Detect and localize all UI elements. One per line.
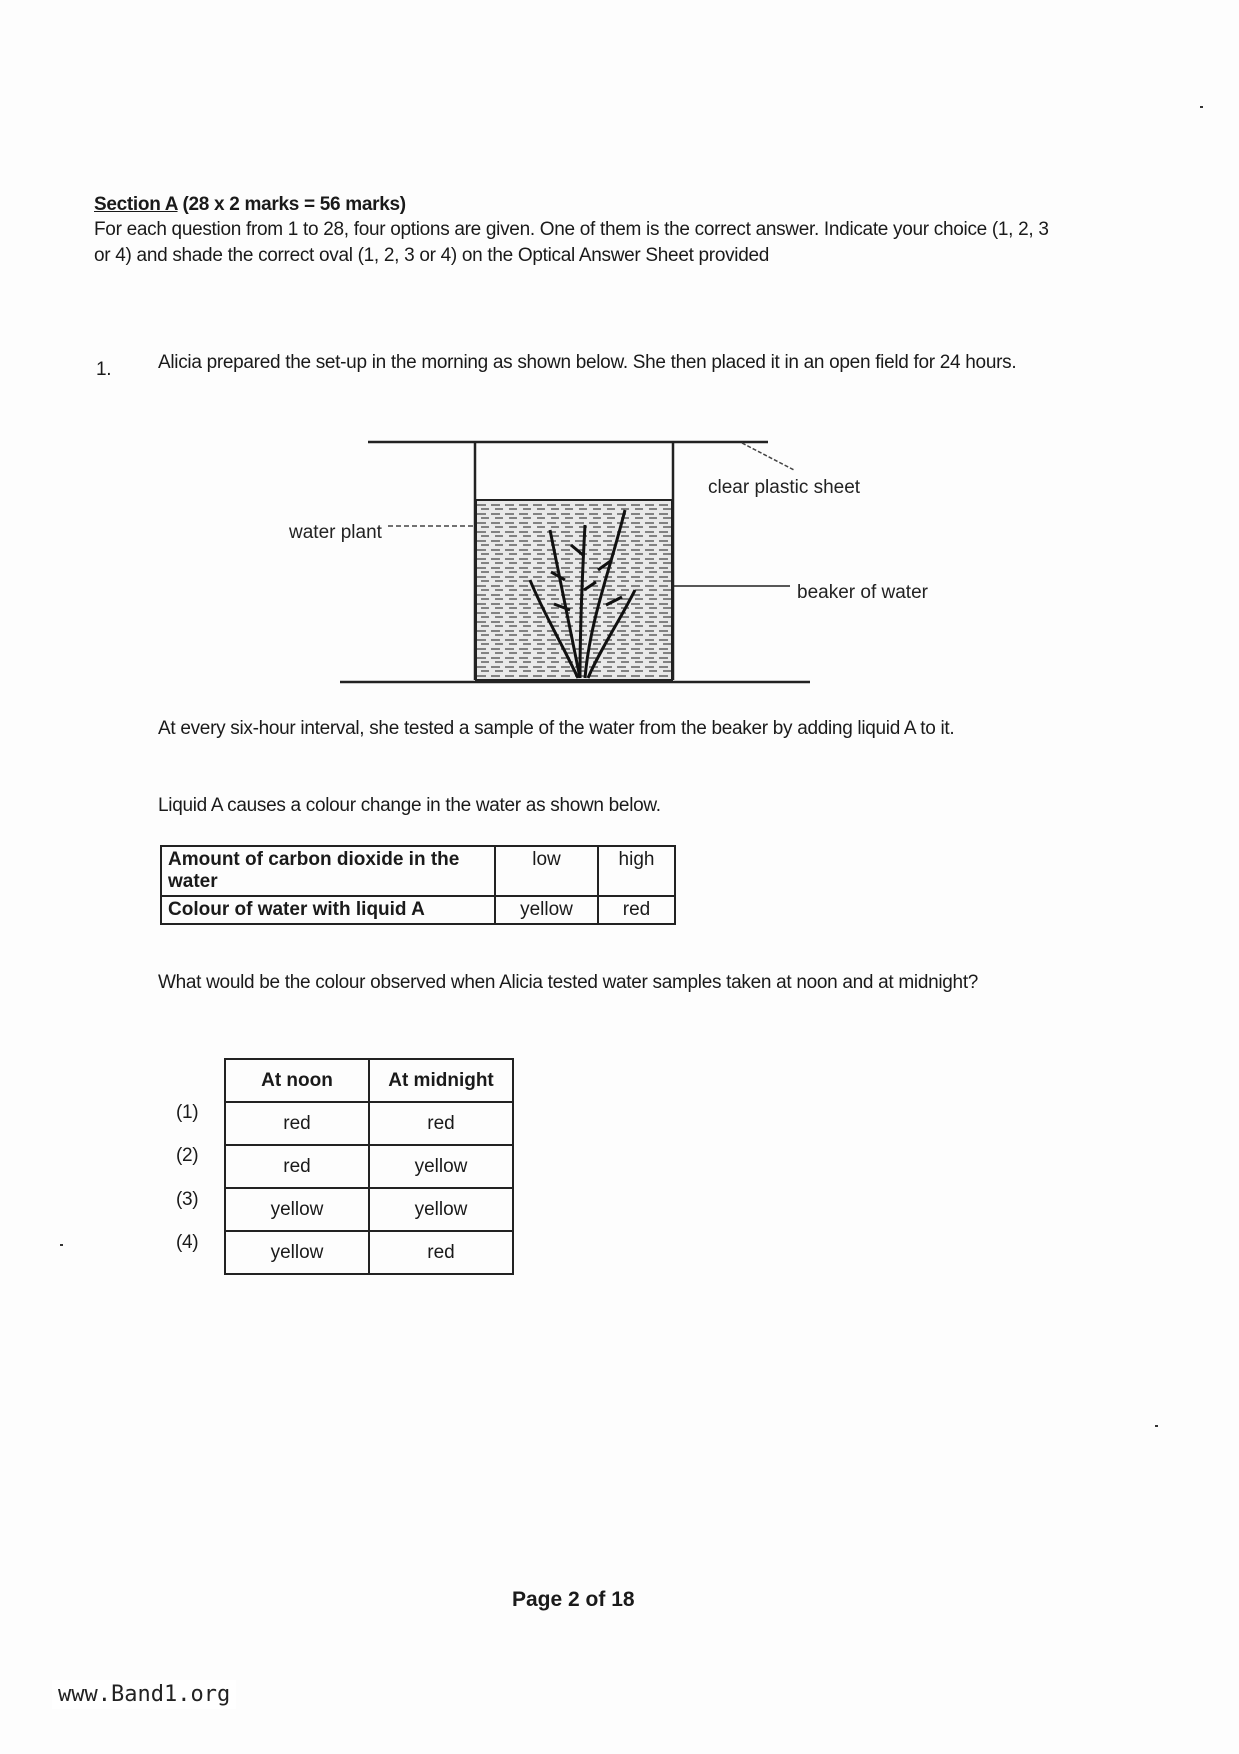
row-label: Amount of carbon dioxide in the water: [161, 846, 495, 896]
table-header-row: [225, 1059, 513, 1102]
table-row: [225, 1102, 513, 1145]
scan-speck: [1200, 106, 1203, 108]
cell-midnight: red: [369, 1231, 513, 1274]
section-title: Section A: [94, 194, 178, 215]
question-prompt: What would be the colour observed when Alicia tested water samples taken at noon and at midnight?: [158, 972, 979, 993]
option-number: (3): [176, 1189, 199, 1210]
cell-high: high: [598, 846, 675, 896]
cell-midnight: red: [369, 1102, 513, 1145]
section-marks: (28 x 2 marks = 56 marks): [177, 194, 406, 215]
cell-midnight: yellow: [369, 1188, 513, 1231]
options-table: [224, 1058, 514, 1275]
scan-speck: [1155, 1425, 1158, 1427]
option-number: (2): [176, 1145, 199, 1166]
table-row: [161, 896, 675, 924]
cell-high: red: [598, 896, 675, 924]
header-noon: At noon: [225, 1059, 369, 1102]
cell-noon: red: [225, 1102, 369, 1145]
label-water-plant: water plant: [289, 522, 382, 543]
question-intro: Alicia prepared the set-up in the morning as shown below. She then placed it in an open field for 24 hours.: [158, 352, 1017, 373]
cell-low: yellow: [495, 896, 598, 924]
label-beaker: beaker of water: [797, 582, 928, 603]
cell-low: low: [495, 846, 598, 896]
cell-noon: yellow: [225, 1188, 369, 1231]
row-label: Colour of water with liquid A: [161, 896, 495, 924]
cell-noon: red: [225, 1145, 369, 1188]
page-number: Page 2 of 18: [512, 1588, 635, 1611]
table-row: [161, 846, 675, 896]
table-row: [225, 1145, 513, 1188]
header-midnight: At midnight: [369, 1059, 513, 1102]
option-number: (4): [176, 1232, 199, 1253]
paragraph-liquid-a: Liquid A causes a colour change in the water as shown below.: [158, 795, 661, 816]
indicator-table: [160, 845, 676, 925]
section-instructions: For each question from 1 to 28, four options are given. One of them is the correct answer. Indicate your choice (1, 2, 3 or 4) and shade the correct oval (1, 2, 3 or 4) on the Optical Answer Sheet provided: [94, 219, 1049, 266]
beaker-setup-illustration: [280, 430, 960, 690]
cell-midnight: yellow: [369, 1145, 513, 1188]
cell-noon: yellow: [225, 1231, 369, 1274]
table-row: [225, 1188, 513, 1231]
option-number: (1): [176, 1102, 199, 1123]
experiment-diagram: [280, 430, 960, 690]
question-number: 1.: [96, 359, 112, 380]
paragraph-testing: At every six-hour interval, she tested a sample of the water from the beaker by adding liquid A to it.: [158, 718, 955, 739]
scan-speck: [60, 1244, 63, 1246]
sheet-pointer-line: [742, 443, 794, 470]
table-row: [225, 1231, 513, 1274]
watermark-link[interactable]: www.Band1.org: [52, 1680, 236, 1709]
section-heading: [94, 192, 1054, 218]
label-plastic-sheet: clear plastic sheet: [708, 477, 861, 498]
